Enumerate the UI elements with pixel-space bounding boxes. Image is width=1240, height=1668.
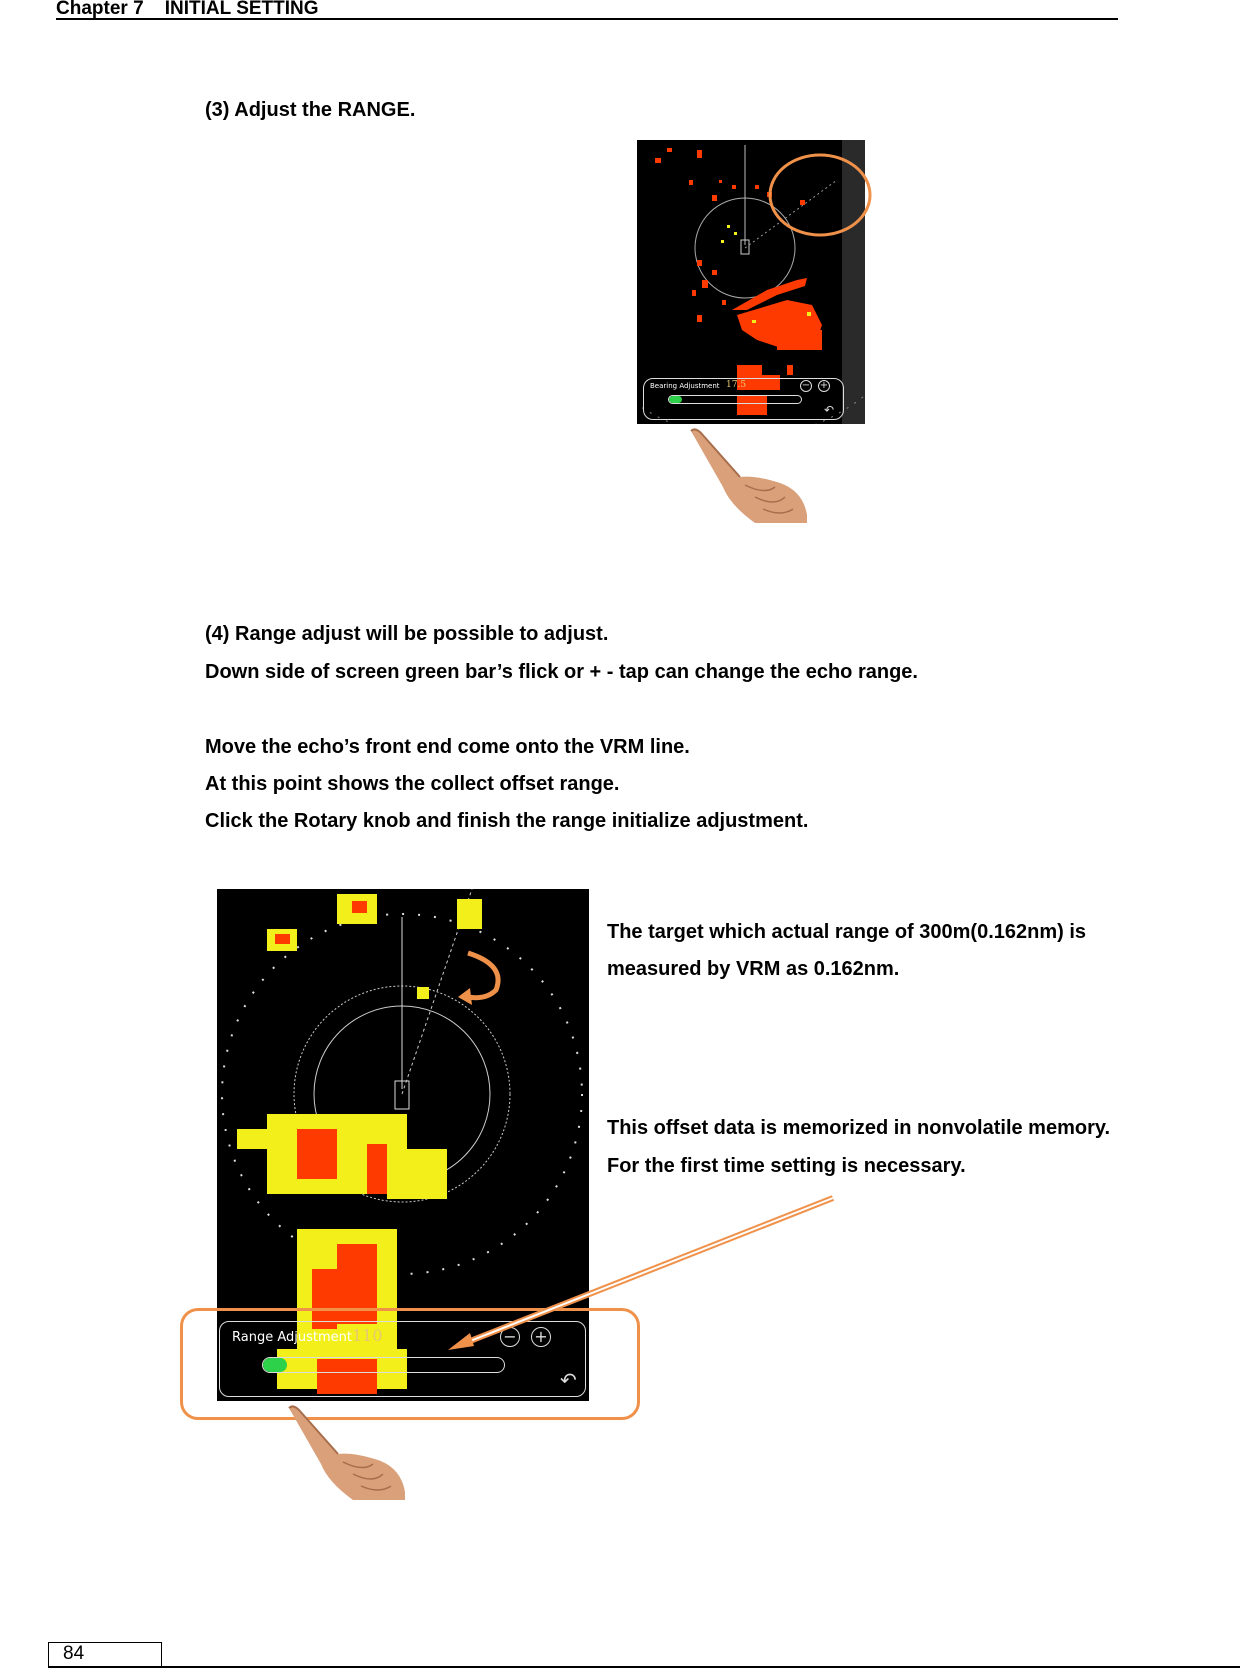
- step-4-heading: (4) Range adjust will be possible to adjust.: [205, 623, 609, 645]
- pointing-hand-icon: [685, 425, 810, 525]
- pointer-arrow-icon: [440, 1190, 840, 1360]
- step-4-line-5: Click the Rotary knob and finish the range initialize adjustment.: [205, 810, 809, 832]
- chapter-header: [56, 0, 1118, 20]
- chapter-title: INITIAL SETTING: [164, 0, 319, 19]
- bearing-progress-fill: [669, 396, 682, 403]
- note-memory-line-2: For the first time setting is necessary.: [607, 1155, 966, 1177]
- note-target-line-2: measured by VRM as 0.162nm.: [607, 958, 900, 980]
- range-adjustment-value: 110: [352, 1326, 383, 1345]
- plus-circle-icon[interactable]: +: [819, 380, 829, 391]
- bearing-adjustment-label: Bearing Adjustment: [650, 382, 720, 390]
- note-target-line-1: The target which actual range of 300m(0.162nm) is: [607, 921, 1087, 943]
- chapter-number: Chapter 7: [56, 0, 144, 19]
- return-arrow-icon[interactable]: ↶: [824, 403, 835, 417]
- range-adjustment-label: Range Adjustment: [232, 1330, 352, 1345]
- plus-circle-icon[interactable]: +: [531, 1327, 551, 1347]
- curved-arrow-icon: [448, 945, 508, 1005]
- bearing-progress-bar[interactable]: [668, 395, 802, 404]
- pointing-hand-icon: [283, 1402, 408, 1502]
- bearing-adjustment-value: 17.5: [726, 380, 747, 390]
- bearing-adjustment-panel: [643, 378, 844, 420]
- note-memory-line-1: This offset data is memorized in nonvolatile memory.: [607, 1117, 1111, 1139]
- minus-circle-icon[interactable]: −: [500, 1327, 520, 1347]
- page-number: 84: [48, 1642, 162, 1666]
- step-4-line-4: At this point shows the collect offset range.: [205, 773, 620, 795]
- return-arrow-icon[interactable]: ↶: [560, 1370, 577, 1392]
- step-3-heading: (3) Adjust the RANGE.: [205, 99, 416, 121]
- step-4-line-3: Move the echo’s front end come onto the VRM line.: [205, 736, 690, 758]
- minus-circle-icon[interactable]: −: [801, 380, 811, 391]
- highlight-circle-top: [765, 150, 875, 240]
- step-4-line-2: Down side of screen green bar’s flick or + - tap can change the echo range.: [205, 661, 918, 683]
